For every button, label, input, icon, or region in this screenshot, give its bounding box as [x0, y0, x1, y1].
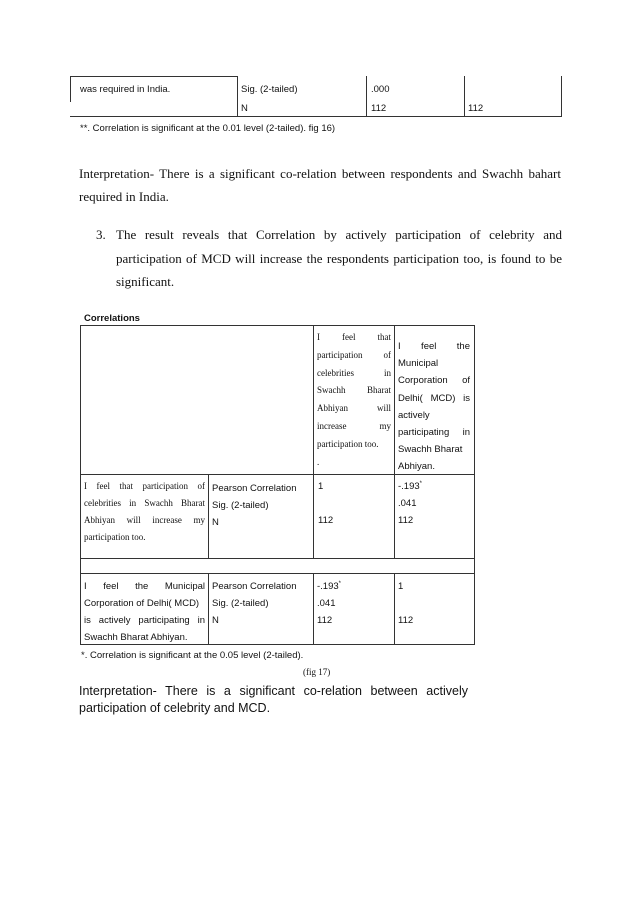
column-header: I feel that participation of celebrities in Swachh Bharat Abhiyan will increase my participation too. . [317, 332, 391, 467]
table-title: Correlations [84, 313, 140, 324]
table-border [313, 573, 314, 645]
interpretation-line: Interpretation- There is a significant co-relation between actively [79, 684, 468, 698]
stat-label: N [241, 103, 248, 114]
table-border [208, 573, 209, 645]
cell-values: -.193* .041 112 [317, 580, 341, 626]
row-label: I feel that participation of celebrities in Swachh Bharat Abhiyan will increase my participation too. [84, 481, 205, 542]
table-border [80, 325, 81, 644]
table-border [394, 325, 395, 474]
table-rule [70, 76, 237, 77]
table-border [464, 76, 465, 116]
table-border [366, 76, 367, 116]
interpretation-line: required in India. [79, 189, 169, 204]
stat-label: Sig. (2-tailed) [241, 84, 298, 95]
table-border [561, 76, 562, 116]
cell-values: 1 112 [398, 581, 414, 626]
list-number: 3. [96, 227, 106, 242]
cell-values: -.193* .041 112 [398, 480, 422, 526]
cell-value: 112 [468, 103, 484, 114]
row-label: I feel the Municipal Corporation of Delhi( MCD) is actively participating in Swachh Bharat Abhiyan. [84, 581, 205, 643]
table-border [313, 474, 314, 559]
table-border [237, 76, 238, 116]
column-header: I feel the Municipal Corporation of Delhi( MCD) is actively participating in Swachh Bharat Abhiyan. [398, 341, 470, 473]
cell-values: 1 112 [318, 481, 334, 526]
table-rule [80, 573, 475, 574]
table-footnote: **. Correlation is significant at the 0.01 level (2-tailed). fig 16) [80, 123, 336, 134]
table-border [474, 325, 475, 644]
table-border [394, 573, 395, 645]
cell-value: 112 [371, 103, 387, 114]
row-label: was required in India. [80, 84, 171, 95]
result-line: The result reveals that Correlation by actively participation of celebrity and [116, 227, 562, 242]
figure-label: (fig 17) [303, 667, 331, 677]
result-line: participation of MCD will increase the respondents participation too, is found to be [116, 251, 562, 266]
table-border [394, 474, 395, 559]
table-footnote: *. Correlation is significant at the 0.05 level (2-tailed). [81, 650, 304, 661]
table-rule [70, 116, 562, 117]
table-rule [80, 558, 475, 559]
interpretation-line: Interpretation- There is a significant co-relation between respondents and Swachh bahart [79, 166, 561, 181]
cell-value: .000 [371, 84, 390, 95]
result-line: significant. [116, 274, 175, 289]
table-border [208, 474, 209, 559]
table-rule [80, 325, 475, 326]
table-border [70, 76, 71, 102]
stat-labels: Pearson Correlation Sig. (2-tailed) N [212, 483, 297, 528]
table-border [313, 325, 314, 474]
significance-mark: * [338, 580, 341, 587]
interpretation-line: participation of celebrity and MCD. [79, 701, 271, 715]
significance-mark: * [419, 480, 422, 487]
stat-labels: Pearson Correlation Sig. (2-tailed) N [212, 581, 297, 626]
